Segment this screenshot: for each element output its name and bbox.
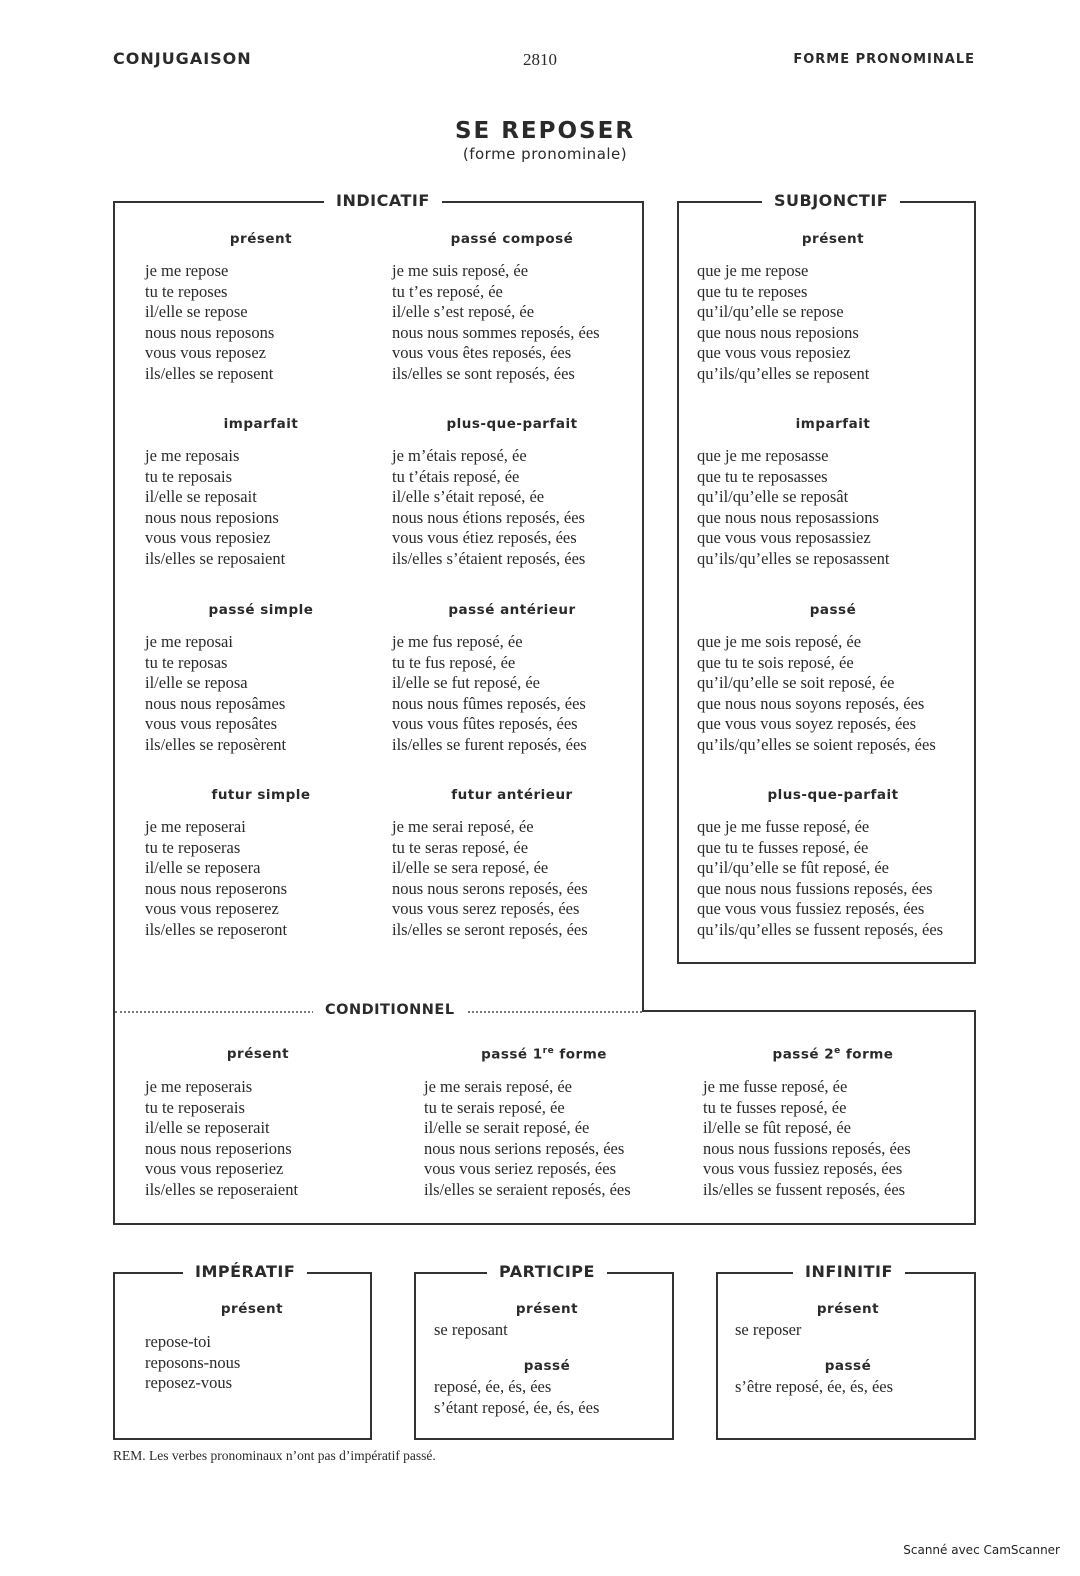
header-form-label: FORME PRONOMINALE: [793, 52, 975, 67]
indicatif-futur-anterieur-title: futur antérieur: [451, 787, 573, 803]
list-item: ils/elles se seraient reposés, ées: [424, 1179, 631, 1199]
verb-title: SE REPOSER: [454, 118, 636, 144]
list-item: s’étant reposé, ée, és, ées: [434, 1397, 600, 1417]
list-item: il/elle s’est reposé, ée: [392, 302, 535, 321]
list-item: vous vous serez reposés, ées: [392, 899, 580, 918]
list-item: ils/elles se reposeraient: [145, 1179, 299, 1199]
participe-present-title: présent: [515, 1301, 579, 1317]
list-item: tu te reposais: [145, 466, 233, 486]
list-item: que vous vous soyez reposés, ées: [697, 714, 917, 733]
list-item: nous nous serions reposés, ées: [424, 1138, 625, 1158]
infinitif-label: INFINITIF: [793, 1262, 905, 1281]
list-item: reposé, ée, és, ées: [434, 1377, 552, 1396]
list-item: il/elle se reposerait: [145, 1118, 270, 1137]
list-item: je me fus reposé, ée: [392, 632, 523, 651]
list-item: vous vous étiez reposés, ées: [392, 528, 577, 547]
list-item: repose-toi: [145, 1332, 211, 1351]
conditionnel-bottom-border: [113, 1223, 976, 1225]
list-item: reposez-vous: [145, 1373, 233, 1392]
list-item: nous nous reposerions: [145, 1138, 292, 1158]
list-item: tu te reposas: [145, 652, 228, 672]
list-item: il/elle se reposera: [145, 858, 261, 877]
indicatif-futur-simple-forms: [145, 817, 287, 940]
indicatif-passe-compose-title: passé composé: [450, 231, 574, 247]
list-item: vous vous fûtes reposés, ées: [392, 714, 578, 733]
list-item: qu’il/qu’elle se fût reposé, ée: [697, 858, 889, 877]
list-item: qu’ils/qu’elles se soient reposés, ées: [697, 734, 936, 754]
title-end: forme: [840, 1046, 894, 1063]
list-item: qu’il/qu’elle se soit reposé, ée: [697, 673, 895, 692]
list-item: ils/elles se fussent reposés, ées: [703, 1179, 906, 1199]
list-item: il/elle se sera reposé, ée: [392, 858, 549, 877]
indicatif-present-forms: [145, 261, 274, 384]
list-item: vous vous reposeriez: [145, 1159, 284, 1178]
participe-passe-title: passé: [523, 1358, 571, 1374]
list-item: tu te serais reposé, ée: [424, 1097, 565, 1117]
list-item: il/elle s’était reposé, ée: [392, 487, 545, 506]
list-item: vous vous êtes reposés, ées: [392, 343, 572, 362]
conditionnel-passe-1-forms: [424, 1077, 631, 1200]
list-item: que je me reposasse: [697, 446, 829, 465]
subjonctif-label: SUBJONCTIF: [762, 191, 900, 210]
list-item: ils/elles se reposeront: [145, 919, 288, 939]
list-item: reposons-nous: [145, 1352, 241, 1372]
indicatif-left-border: [113, 201, 115, 1225]
conditionnel-top-border: [642, 1010, 976, 1012]
list-item: tu te fusses reposé, ée: [703, 1097, 847, 1117]
list-item: il/elle se reposa: [145, 673, 248, 692]
list-item: que vous vous fussiez reposés, ées: [697, 899, 925, 918]
conditionnel-passe-2-forms: [703, 1077, 911, 1200]
list-item: je me serais reposé, ée: [424, 1077, 572, 1096]
indicatif-futur-simple-title: futur simple: [211, 787, 311, 803]
indicatif-passe-anterieur-title: passé antérieur: [448, 602, 576, 618]
infinitif-present-title: présent: [816, 1301, 880, 1317]
list-item: ils/elles se furent reposés, ées: [392, 734, 587, 754]
list-item: tu te reposes: [145, 281, 228, 301]
list-item: nous nous sommes reposés, ées: [392, 322, 600, 342]
list-item: que tu te reposasses: [697, 466, 828, 486]
list-item: nous nous reposons: [145, 322, 275, 342]
title-sup: e: [834, 1046, 841, 1056]
indicatif-passe-compose-forms: [392, 261, 600, 384]
list-item: ils/elles s’étaient reposés, ées: [392, 548, 586, 568]
title-main: passé 2: [772, 1046, 835, 1063]
list-item: je me suis reposé, ée: [392, 261, 529, 280]
indicatif-imparfait-title: imparfait: [223, 416, 299, 432]
list-item: nous nous reposâmes: [145, 693, 286, 713]
list-item: vous vous reposerez: [145, 899, 279, 918]
conditionnel-present-forms: [145, 1077, 298, 1200]
list-item: que je me repose: [697, 261, 809, 280]
list-item: qu’ils/qu’elles se reposent: [697, 363, 870, 383]
indicatif-passe-simple-title: passé simple: [208, 602, 314, 618]
list-item: tu te seras reposé, ée: [392, 837, 529, 857]
title-main: passé 1: [481, 1046, 543, 1063]
subjonctif-plus-que-parfait-forms: [697, 817, 943, 940]
list-item: que tu te fusses reposé, ée: [697, 837, 869, 857]
list-item: je me serai reposé, ée: [392, 817, 534, 836]
indicatif-imparfait-forms: [145, 446, 285, 569]
list-item: vous vous reposiez: [145, 528, 271, 547]
list-item: je me reposerai: [145, 817, 246, 836]
list-item: que je me sois reposé, ée: [697, 632, 862, 651]
list-item: qu’ils/qu’elles se fussent reposés, ées: [697, 919, 944, 939]
list-item: que je me fusse reposé, ée: [697, 817, 870, 836]
indicatif-passe-simple-forms: [145, 632, 286, 755]
indicatif-futur-anterieur-forms: [392, 817, 588, 940]
list-item: nous nous reposions: [145, 507, 279, 527]
subjonctif-imparfait-title: imparfait: [795, 416, 871, 432]
conditionnel-label: CONDITIONNEL: [313, 1002, 467, 1018]
list-item: que nous nous reposions: [697, 322, 859, 342]
list-item: tu te fus reposé, ée: [392, 652, 516, 672]
scanner-watermark: Scanné avec CamScanner: [903, 1543, 1060, 1557]
list-item: que tu te reposes: [697, 281, 808, 301]
list-item: qu’il/qu’elle se repose: [697, 302, 844, 321]
indicatif-label: INDICATIF: [324, 191, 442, 210]
list-item: je me fusse reposé, ée: [703, 1077, 848, 1096]
subjonctif-present-title: présent: [801, 231, 865, 247]
imperatif-forms: [145, 1332, 240, 1394]
list-item: ils/elles se reposent: [145, 363, 274, 383]
list-item: nous nous fussions reposés, ées: [703, 1138, 911, 1158]
imperatif-label: IMPÉRATIF: [183, 1262, 307, 1281]
header-section-title: CONJUGAISON: [113, 49, 252, 68]
remark-note: REM. Les verbes pronominaux n’ont pas d’impératif passé.: [113, 1448, 436, 1463]
indicatif-plus-que-parfait-forms: [392, 446, 585, 569]
list-item: tu t’étais reposé, ée: [392, 466, 520, 486]
list-item: vous vous fussiez reposés, ées: [703, 1159, 903, 1178]
infinitif-passe-title: passé: [824, 1358, 872, 1374]
list-item: je me reposais: [145, 446, 240, 465]
list-item: il/elle se fut reposé, ée: [392, 673, 540, 692]
indicatif-present-title: présent: [229, 231, 293, 247]
list-item: nous nous fûmes reposés, ées: [392, 693, 586, 713]
subjonctif-present-forms: [697, 261, 869, 384]
list-item: vous vous reposâtes: [145, 714, 277, 733]
list-item: il/elle se repose: [145, 302, 248, 321]
list-item: tu t’es reposé, ée: [392, 281, 503, 301]
list-item: que tu te sois reposé, ée: [697, 652, 854, 672]
list-item: qu’il/qu’elle se reposât: [697, 487, 849, 506]
infinitif-present-form: se reposer: [735, 1320, 802, 1339]
list-item: il/elle se serait reposé, ée: [424, 1118, 590, 1137]
list-item: je me reposai: [145, 632, 233, 651]
subjonctif-passe-forms: [697, 632, 936, 755]
list-item: ils/elles se sont reposés, ées: [392, 363, 575, 383]
list-item: ils/elles se reposèrent: [145, 734, 287, 754]
conditionnel-passe-2-title: [703, 1046, 963, 1063]
list-item: que vous vous reposassiez: [697, 528, 871, 547]
subjonctif-passe-title: passé: [809, 602, 857, 618]
list-item: il/elle se reposait: [145, 487, 257, 506]
subjonctif-imparfait-forms: [697, 446, 889, 569]
infinitif-frame: [716, 1272, 976, 1440]
list-item: nous nous reposerons: [145, 878, 288, 898]
conditionnel-present-title: présent: [226, 1046, 290, 1062]
list-item: il/elle se fût reposé, ée: [703, 1118, 851, 1137]
list-item: que nous nous fussions reposés, ées: [697, 878, 933, 898]
infinitif-passe-form: s’être reposé, ée, és, ées: [735, 1377, 894, 1396]
verb-subtitle: (forme pronominale): [462, 145, 628, 163]
imperatif-present-title: présent: [220, 1301, 284, 1317]
list-item: que nous nous reposassions: [697, 507, 879, 527]
participe-label: PARTICIPE: [487, 1262, 607, 1281]
list-item: que vous vous reposiez: [697, 343, 851, 362]
list-item: vous vous seriez reposés, ées: [424, 1159, 616, 1178]
participe-present-form: se reposant: [434, 1320, 508, 1339]
page-number: 2810: [523, 50, 557, 69]
list-item: vous vous reposez: [145, 343, 266, 362]
list-item: je me reposerais: [145, 1077, 253, 1096]
title-sup: re: [542, 1046, 555, 1056]
list-item: tu te reposeras: [145, 837, 241, 857]
indicatif-plus-que-parfait-title: plus-que-parfait: [446, 416, 578, 432]
list-item: qu’ils/qu’elles se reposassent: [697, 548, 890, 568]
list-item: que nous nous soyons reposés, ées: [697, 693, 925, 713]
list-item: je me repose: [145, 261, 229, 280]
indicatif-passe-anterieur-forms: [392, 632, 587, 755]
list-item: ils/elles se reposaient: [145, 548, 286, 568]
list-item: je m’étais reposé, ée: [392, 446, 527, 465]
participe-passe-forms: [434, 1377, 599, 1418]
list-item: ils/elles se seront reposés, ées: [392, 919, 588, 939]
list-item: tu te reposerais: [145, 1097, 245, 1117]
list-item: nous nous étions reposés, ées: [392, 507, 585, 527]
indicatif-right-border: [642, 201, 644, 1012]
conditionnel-right-border: [974, 1010, 976, 1225]
subjonctif-plus-que-parfait-title: plus-que-parfait: [767, 787, 899, 803]
conditionnel-passe-1-title: [424, 1046, 664, 1063]
title-end: forme: [554, 1046, 607, 1063]
list-item: nous nous serons reposés, ées: [392, 878, 588, 898]
